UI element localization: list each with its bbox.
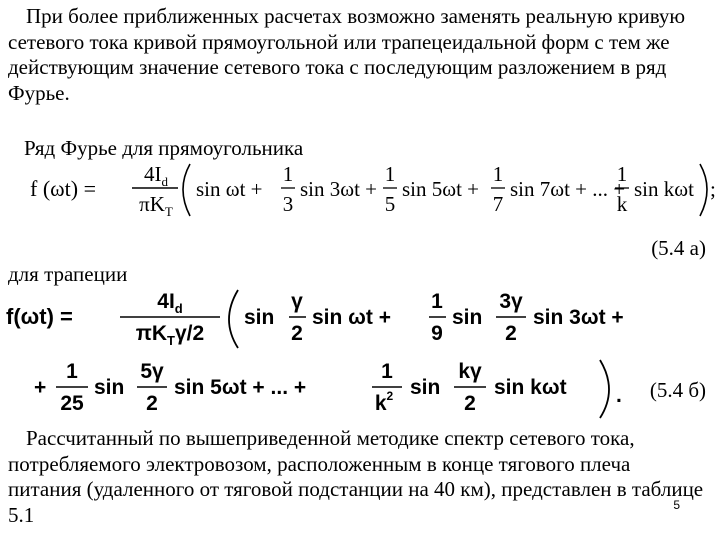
trap-sin-1: sin (244, 306, 275, 329)
trap-g3-den: 2 (505, 322, 517, 345)
spectrum-paragraph: Рассчитанный по вышеприведенной методике спектр сетевого тока, потребляемого электровозом, расположенным в конце тягового плеча питания (удаленного от тяговой подстанции на 40 км), представлен в таблице 5.1 (8, 426, 704, 527)
formula-trap-coef-den: $\pi K_T\gamma/2$ (135, 322, 205, 348)
trap-sin-5: sin (94, 376, 125, 399)
trapezoid-series-label: для трапеции (8, 262, 128, 286)
left-paren-rect (183, 164, 190, 216)
trap-g1-num: γ (291, 290, 303, 313)
trap-f9-num: 1 (431, 290, 443, 313)
trap-g5-den: 2 (146, 392, 158, 415)
formula-rect-end: ; (710, 177, 716, 201)
formula-rect-coef-den: $\pi K_T$ (139, 192, 173, 219)
trap-fk-num: 1 (381, 360, 393, 383)
page-number: 5 (673, 498, 680, 512)
formula-trap-lhs: f(ωt) = (6, 304, 73, 329)
rectangle-series-label: Ряд Фурье для прямоугольника (24, 136, 304, 160)
fraction-7-den: 7 (492, 192, 504, 216)
right-paren-trap (600, 360, 609, 418)
trap-term-5: sin 5ωt + ... + (174, 376, 307, 399)
right-paren-rect (700, 164, 707, 216)
trap-f9-den: 9 (431, 322, 443, 345)
trap-term-3: sin 3ωt + (533, 306, 624, 329)
trap-g1-den: 2 (291, 322, 303, 345)
formula-rect-term-3: sin 3ωt + (300, 177, 378, 201)
formula-rect-term-5: sin 5ωt + (402, 177, 480, 201)
fraction-5-num: 1 (384, 162, 396, 186)
formula-rect-term-7: sin 7ωt + ... + (510, 177, 626, 201)
fraction-k-den: k (616, 192, 628, 216)
trap-end: . (616, 384, 622, 407)
trap-f25-num: 1 (66, 360, 78, 383)
formula-rect-lhs: f (ωt) = (30, 176, 96, 201)
trap-f25-den: 25 (60, 392, 84, 415)
formula-trap-coef-num: $4I_d$ (157, 290, 183, 316)
formula-rectangle (30, 158, 720, 220)
formula-trapezoid-line-1 (6, 286, 686, 348)
intro-paragraph: При более приближенных расчетах возможно заменять реальную кривую сетевого тока кривой прямоугольной или трапецеидальной форм с тем же действующим значение сетевого тока с последующим разложением в ряд Фурье. (8, 4, 686, 105)
formula-rect-term-k: sin kωt (634, 177, 694, 201)
trap-fk-den: $k^2$ (374, 389, 394, 415)
trap-term-k: sin kωt (494, 376, 567, 399)
fraction-k-num: 1 (616, 162, 628, 186)
trap-term-1: sin ωt + (312, 306, 392, 329)
formula-rect-term-1: sin ωt + (196, 177, 263, 201)
trap-gk-num: kγ (458, 360, 482, 383)
trap-lead-plus: + (34, 376, 47, 399)
trap-sin-3: sin (452, 306, 483, 329)
equation-number-a: (5.4 а) (651, 236, 706, 260)
fraction-5-den: 5 (384, 192, 396, 216)
formula-trapezoid-line-2 (34, 356, 654, 418)
trap-g3-num: 3γ (499, 290, 523, 313)
trap-gk-den: 2 (464, 392, 476, 415)
fraction-3-den: 3 (282, 192, 294, 216)
formula-rect-coef-num: $4I_d$ (144, 162, 168, 189)
fraction-7-num: 1 (492, 162, 504, 186)
equation-number-b: (5.4 б) (649, 378, 706, 402)
left-paren-trap (229, 290, 238, 348)
trap-g5-num: 5γ (140, 360, 164, 383)
fraction-3-num: 1 (282, 162, 294, 186)
trap-sin-k: sin (410, 376, 441, 399)
